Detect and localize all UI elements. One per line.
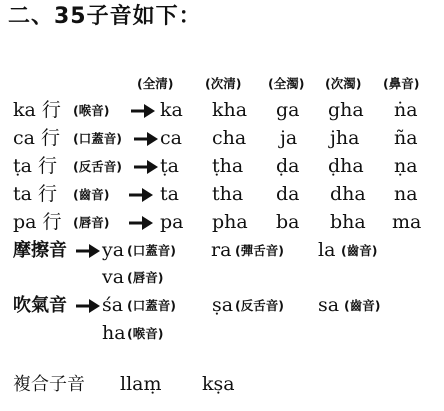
- row-note-pa: (唇音): [73, 215, 110, 230]
- consonant-ga: ga: [276, 99, 300, 121]
- arrow-icon: [128, 186, 154, 204]
- arrow-icon: [128, 214, 154, 232]
- sibilant-sha-note: (口蓋音): [127, 298, 176, 313]
- row-note-ca: (口蓋音): [73, 131, 122, 146]
- consonant-pa: pa: [160, 211, 184, 233]
- sibilant-ssa-note: (反舌音): [235, 298, 284, 313]
- arrow-icon: [133, 130, 159, 148]
- consonant-ta: ta: [160, 183, 179, 205]
- sibilant-ha: ha: [102, 322, 126, 344]
- arrow-icon: [75, 242, 101, 260]
- consonant-kha: kha: [212, 99, 248, 121]
- consonant-dda: ḍa: [276, 155, 300, 177]
- consonant-jha: jha: [330, 127, 360, 149]
- consonant-ba: ba: [276, 211, 300, 233]
- sibilant-ha-note: (喉音): [127, 326, 164, 341]
- arrow-icon: [130, 102, 156, 120]
- semivowel-ra-note: (彈舌音): [235, 243, 284, 258]
- consonant-tha: tha: [212, 183, 244, 205]
- header-aspirated-voiceless: (次清): [205, 76, 242, 91]
- row-label-ta: ta 行: [13, 183, 58, 205]
- consonant-ddha: ḍha: [328, 155, 364, 177]
- consonant-ja: ja: [280, 127, 298, 149]
- row-label-pa: pa 行: [13, 211, 62, 233]
- semivowel-ya-note: (口蓋音): [127, 243, 176, 258]
- compound-ksa: kṣa: [202, 373, 235, 395]
- sibilant-sa-note: (齒音): [344, 298, 381, 313]
- header-nasal: (鼻音): [383, 76, 420, 91]
- consonant-da: da: [276, 183, 300, 205]
- header-unaspirated-voiced: (全濁): [268, 76, 305, 91]
- header-unaspirated-voiceless: (全清): [137, 76, 174, 91]
- arrow-icon: [75, 297, 101, 315]
- consonant-bha: bha: [330, 211, 366, 233]
- row-note-ta: (齒音): [73, 187, 110, 202]
- consonant-ka: ka: [160, 99, 183, 121]
- sibilant-sha: śa: [102, 294, 124, 316]
- compound-llam: llaṃ: [120, 373, 162, 395]
- consonant-ttha: ṭha: [212, 155, 244, 177]
- semivowel-ra: ra: [211, 239, 232, 261]
- arrow-icon: [133, 158, 159, 176]
- compound-label: 複合子音: [13, 374, 85, 395]
- semivowel-la-note: (齒音): [341, 243, 378, 258]
- consonant-ma: ma: [392, 211, 422, 233]
- consonant-ca: ca: [160, 127, 182, 149]
- consonant-gha: gha: [328, 99, 364, 121]
- sibilant-ssa: ṣa: [212, 294, 234, 316]
- consonant-nya: ña: [394, 127, 418, 149]
- consonant-nna: ṇa: [394, 155, 418, 177]
- row-label-ka: ka 行: [13, 99, 61, 121]
- consonant-dha: dha: [330, 183, 366, 205]
- consonant-nga: ṅa: [394, 99, 418, 121]
- semivowel-va: va: [102, 266, 125, 288]
- consonant-cha: cha: [212, 127, 247, 149]
- sibilant-sa: sa: [318, 294, 340, 316]
- row-label-tta: ṭa 行: [13, 155, 58, 177]
- sibilants-label: 吹氣音: [13, 295, 67, 316]
- header-aspirated-voiced: (次濁): [325, 76, 362, 91]
- consonant-pha: pha: [212, 211, 248, 233]
- consonant-tta: ṭa: [160, 155, 179, 177]
- semivowel-va-note: (唇音): [127, 270, 164, 285]
- page-title: 二、35子音如下：: [8, 4, 202, 29]
- semivowel-ya: ya: [102, 239, 125, 261]
- semivowels-label: 摩擦音: [13, 240, 67, 261]
- row-note-tta: (反舌音): [73, 159, 122, 174]
- consonant-na: na: [394, 183, 418, 205]
- semivowel-la: la: [318, 239, 336, 261]
- row-label-ca: ca 行: [13, 127, 61, 149]
- row-note-ka: (喉音): [73, 103, 110, 118]
